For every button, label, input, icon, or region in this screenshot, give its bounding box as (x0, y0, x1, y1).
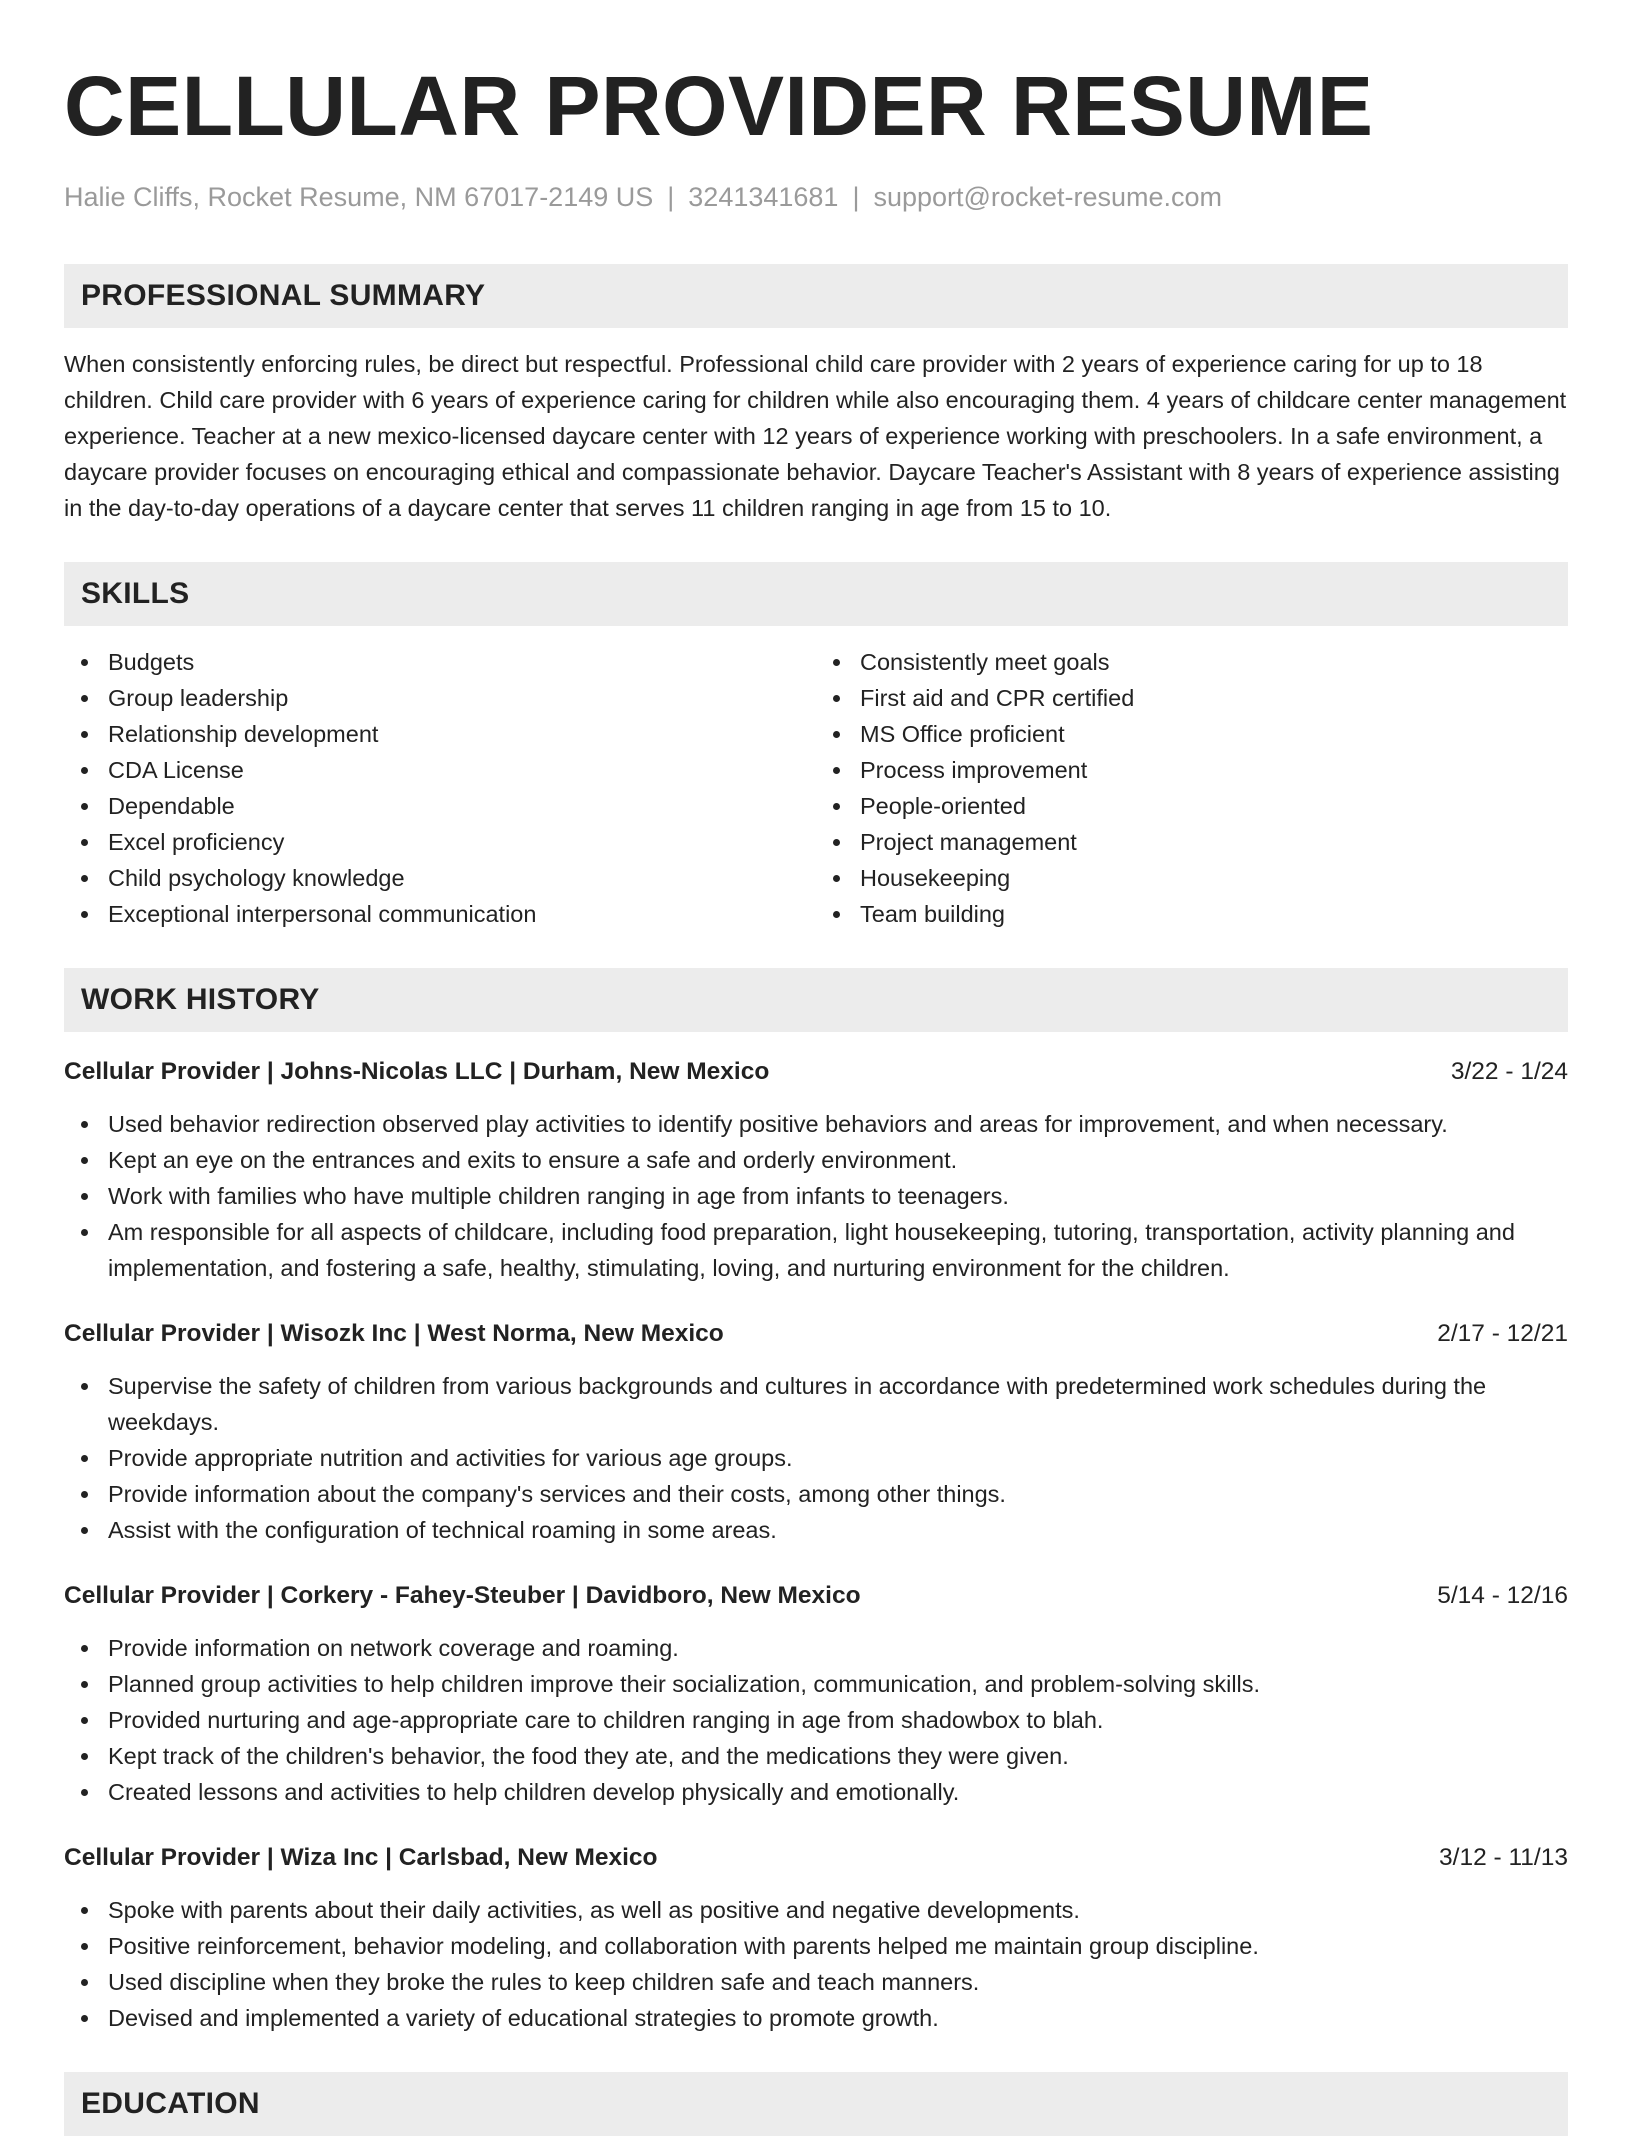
section-header-education: EDUCATION (64, 2072, 1568, 2136)
job-dates: 5/14 - 12/16 (1437, 1582, 1568, 1609)
job-bullet: Planned group activities to help children improve their socialization, communication, and problem-solving skills. (108, 1666, 1568, 1702)
job-entry (64, 1054, 1568, 1286)
contact-separator: | (667, 182, 675, 212)
job-bullet: Kept an eye on the entrances and exits to ensure a safe and orderly environment. (108, 1142, 1568, 1178)
skills-column-left (64, 644, 816, 932)
job-title: Cellular Provider | Wiza Inc | Carlsbad, New Mexico (64, 1844, 658, 1871)
job-bullets (64, 1892, 1568, 2036)
skill-item: Relationship development (108, 716, 816, 752)
skill-item: Excel proficiency (108, 824, 816, 860)
skill-item: Dependable (108, 788, 816, 824)
job-bullet: Kept track of the children's behavior, the food they ate, and the medications they were given. (108, 1738, 1568, 1774)
resume-title: CELLULAR PROVIDER RESUME (64, 59, 1374, 153)
job-bullet: Used behavior redirection observed play activities to identify positive behaviors and areas for improvement, and when necessary. (108, 1106, 1568, 1142)
job-bullet: Supervise the safety of children from various backgrounds and cultures in accordance with predetermined work schedules during the weekdays. (108, 1368, 1568, 1440)
skill-item: First aid and CPR certified (860, 680, 1568, 716)
skill-item: Project management (860, 824, 1568, 860)
job-entry (64, 1578, 1568, 1810)
skill-item: CDA License (108, 752, 816, 788)
job-bullet: Provide information about the company's services and their costs, among other things. (108, 1476, 1568, 1512)
job-dates: 2/17 - 12/21 (1437, 1320, 1568, 1347)
job-bullet: Created lessons and activities to help children develop physically and emotionally. (108, 1774, 1568, 1810)
job-bullet: Provide information on network coverage and roaming. (108, 1630, 1568, 1666)
contact-phone: 3241341681 (688, 182, 839, 212)
skills-column-right (816, 644, 1568, 932)
job-bullets (64, 1630, 1568, 1810)
job-title: Cellular Provider | Johns-Nicolas LLC | Durham, New Mexico (64, 1058, 770, 1085)
skill-item: Group leadership (108, 680, 816, 716)
job-dates: 3/12 - 11/13 (1439, 1844, 1568, 1871)
skill-item: People-oriented (860, 788, 1568, 824)
job-dates: 3/22 - 1/24 (1450, 1058, 1568, 1085)
job-bullets (64, 1368, 1568, 1548)
job-header (64, 1840, 1568, 1876)
job-bullet: Used discipline when they broke the rules to keep children safe and teach manners. (108, 1964, 1568, 2000)
job-bullet: Am responsible for all aspects of childcare, including food preparation, light housekeeping, tutoring, transportation, activity planning and implementation, and fostering a safe, healthy, stimulating, loving, and nurturing environment for the children. (108, 1214, 1568, 1286)
skill-item: Process improvement (860, 752, 1568, 788)
summary-text: When consistently enforcing rules, be direct but respectful. Professional child care provider with 2 years of experience caring for up to 18 children. Child care provider with 6 years of experience caring for children while also encouraging them. 4 years of childcare center management experience. Teacher at a new mexico-licensed daycare center with 12 years of experience working with preschoolers. In a safe environment, a daycare provider focuses on encouraging ethical and compassionate behavior. Daycare Teacher's Assistant with 8 years of experience assisting in the day-to-day operations of a daycare center that serves 11 children ranging in age from 15 to 10. (64, 351, 1567, 521)
contact-email: support@rocket-resume.com (873, 182, 1222, 212)
skill-item: Team building (860, 896, 1568, 932)
job-bullet: Provide appropriate nutrition and activities for various age groups. (108, 1440, 1568, 1476)
job-bullets (64, 1106, 1568, 1286)
job-title: Cellular Provider | Wisozk Inc | West Norma, New Mexico (64, 1320, 724, 1347)
job-header (64, 1316, 1568, 1352)
skills-list (64, 644, 1568, 932)
section-header-work-history: WORK HISTORY (64, 968, 1568, 1032)
job-bullet: Work with families who have multiple children ranging in age from infants to teenagers. (108, 1178, 1568, 1214)
job-header (64, 1054, 1568, 1090)
skill-item: MS Office proficient (860, 716, 1568, 752)
job-bullet: Positive reinforcement, behavior modeling, and collaboration with parents helped me maintain group discipline. (108, 1928, 1568, 1964)
skill-item: Exceptional interpersonal communication (108, 896, 816, 932)
job-bullet: Spoke with parents about their daily activities, as well as positive and negative developments. (108, 1892, 1568, 1928)
job-header (64, 1578, 1568, 1614)
section-header-summary: PROFESSIONAL SUMMARY (64, 264, 1568, 328)
job-entry (64, 1316, 1568, 1548)
skill-item: Housekeeping (860, 860, 1568, 896)
skill-item: Consistently meet goals (860, 644, 1568, 680)
job-title: Cellular Provider | Corkery - Fahey-Steuber | Davidboro, New Mexico (64, 1582, 861, 1609)
contact-address: Halie Cliffs, Rocket Resume, NM 67017-2149 US (64, 182, 654, 212)
contact-separator: | (852, 182, 860, 212)
job-bullet: Devised and implemented a variety of educational strategies to promote growth. (108, 2000, 1568, 2036)
job-entry (64, 1840, 1568, 2036)
job-bullet: Provided nurturing and age-appropriate care to children ranging in age from shadowbox to blah. (108, 1702, 1568, 1738)
skill-item: Budgets (108, 644, 816, 680)
contact-line (64, 180, 1568, 214)
section-header-skills: SKILLS (64, 562, 1568, 626)
job-bullet: Assist with the configuration of technical roaming in some areas. (108, 1512, 1568, 1548)
skill-item: Child psychology knowledge (108, 860, 816, 896)
